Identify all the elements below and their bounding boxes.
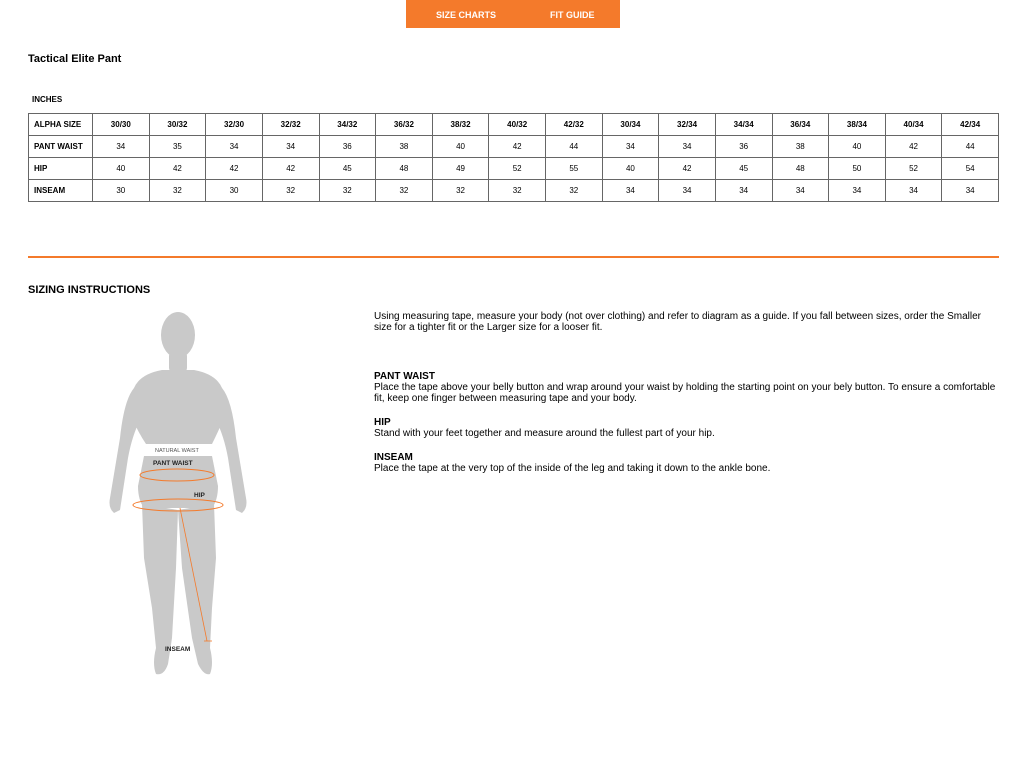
size-header: 40/34 (885, 114, 942, 136)
table-cell: 40 (829, 136, 886, 158)
size-header: 32/30 (206, 114, 263, 136)
instruction-text: Place the tape above your belly button and wrap around your waist by holding the starting point on your bely button. To ensure a comfortable fit, keep one finger between measuring tape and your body. (374, 382, 996, 404)
label-natural-waist: NATURAL WAIST (155, 448, 199, 454)
table-cell: 50 (829, 158, 886, 180)
instruction-title: INSEAM (374, 452, 413, 463)
product-title: Tactical Elite Pant (28, 53, 122, 65)
size-header: 32/34 (659, 114, 716, 136)
table-cell: 45 (715, 158, 772, 180)
header-alpha-size: ALPHA SIZE (29, 114, 93, 136)
size-header: 32/32 (262, 114, 319, 136)
intro-line: size for a tighter fit or the Larger size for a looser fit. (374, 322, 603, 333)
size-header: 34/32 (319, 114, 376, 136)
table-cell: 32 (319, 180, 376, 202)
table-cell: 34 (659, 180, 716, 202)
table-cell: 48 (376, 158, 433, 180)
size-header: 36/32 (376, 114, 433, 136)
body-measurement-diagram (100, 308, 270, 688)
table-cell: 34 (602, 136, 659, 158)
table-cell: 44 (546, 136, 603, 158)
table-cell: 35 (149, 136, 206, 158)
intro-paragraph (374, 311, 1000, 333)
table-cell: 32 (489, 180, 546, 202)
tab-fit-guide[interactable]: FIT GUIDE (550, 10, 595, 20)
table-cell: 36 (319, 136, 376, 158)
table-cell: 49 (432, 158, 489, 180)
tab-size-charts[interactable]: SIZE CHARTS (436, 10, 497, 20)
table-cell: 34 (93, 136, 150, 158)
size-header: 30/32 (149, 114, 206, 136)
table-cell: 48 (772, 158, 829, 180)
row-label: PANT WAIST (29, 136, 93, 158)
size-header: 36/34 (772, 114, 829, 136)
table-cell: 40 (602, 158, 659, 180)
size-chart-table (28, 113, 999, 202)
table-cell: 42 (149, 158, 206, 180)
size-header: 42/32 (546, 114, 603, 136)
table-cell: 34 (772, 180, 829, 202)
table-cell: 34 (602, 180, 659, 202)
table-header-row (29, 114, 999, 136)
table-cell: 32 (546, 180, 603, 202)
instruction-pant-waist (374, 371, 1000, 404)
table-cell: 42 (206, 158, 263, 180)
size-header: 30/34 (602, 114, 659, 136)
table-cell: 34 (659, 136, 716, 158)
table-cell: 34 (715, 180, 772, 202)
instruction-title: PANT WAIST (374, 371, 435, 382)
table-cell: 52 (885, 158, 942, 180)
size-header: 34/34 (715, 114, 772, 136)
table-cell: 36 (715, 136, 772, 158)
table-cell: 44 (942, 136, 999, 158)
table-row-hip (29, 158, 999, 180)
table-cell: 40 (93, 158, 150, 180)
table-cell: 34 (206, 136, 263, 158)
instruction-title: HIP (374, 417, 391, 428)
table-cell: 54 (942, 158, 999, 180)
table-cell: 34 (885, 180, 942, 202)
table-cell: 32 (149, 180, 206, 202)
size-header: 38/34 (829, 114, 886, 136)
instruction-hip (374, 417, 1000, 439)
unit-label: INCHES (32, 95, 63, 104)
table-cell: 42 (489, 136, 546, 158)
instruction-inseam (374, 452, 1000, 474)
table-cell: 32 (262, 180, 319, 202)
table-cell: 55 (546, 158, 603, 180)
table-cell: 52 (489, 158, 546, 180)
table-cell: 34 (942, 180, 999, 202)
size-header: 38/32 (432, 114, 489, 136)
intro-line: Using measuring tape, measure your body (not over clothing) and refer to diagram as a guide. If you fall between sizes, order the Smaller (374, 311, 981, 322)
table-cell: 45 (319, 158, 376, 180)
tab-bar (406, 0, 620, 28)
table-cell: 32 (432, 180, 489, 202)
table-cell: 30 (93, 180, 150, 202)
table-cell: 42 (262, 158, 319, 180)
table-cell: 34 (829, 180, 886, 202)
sizing-instructions-title: SIZING INSTRUCTIONS (28, 284, 151, 296)
size-header: 30/30 (93, 114, 150, 136)
section-divider (28, 256, 999, 258)
size-header: 40/32 (489, 114, 546, 136)
instruction-text: Stand with your feet together and measure around the fullest part of your hip. (374, 428, 715, 439)
table-row-inseam (29, 180, 999, 202)
size-header: 42/34 (942, 114, 999, 136)
row-label: HIP (29, 158, 93, 180)
label-inseam: INSEAM (165, 646, 191, 653)
instruction-text: Place the tape at the very top of the inside of the leg and taking it down to the ankle bone. (374, 463, 771, 474)
table-cell: 42 (885, 136, 942, 158)
table-cell: 32 (376, 180, 433, 202)
table-row-pant-waist (29, 136, 999, 158)
table-cell: 42 (659, 158, 716, 180)
table-cell: 38 (772, 136, 829, 158)
body-silhouette-icon (110, 312, 247, 674)
row-label: INSEAM (29, 180, 93, 202)
table-cell: 34 (262, 136, 319, 158)
table-cell: 40 (432, 136, 489, 158)
table-cell: 30 (206, 180, 263, 202)
table-cell: 38 (376, 136, 433, 158)
label-hip: HIP (194, 492, 205, 499)
label-pant-waist: PANT WAIST (153, 460, 193, 467)
sizing-instructions-text (374, 311, 1000, 487)
